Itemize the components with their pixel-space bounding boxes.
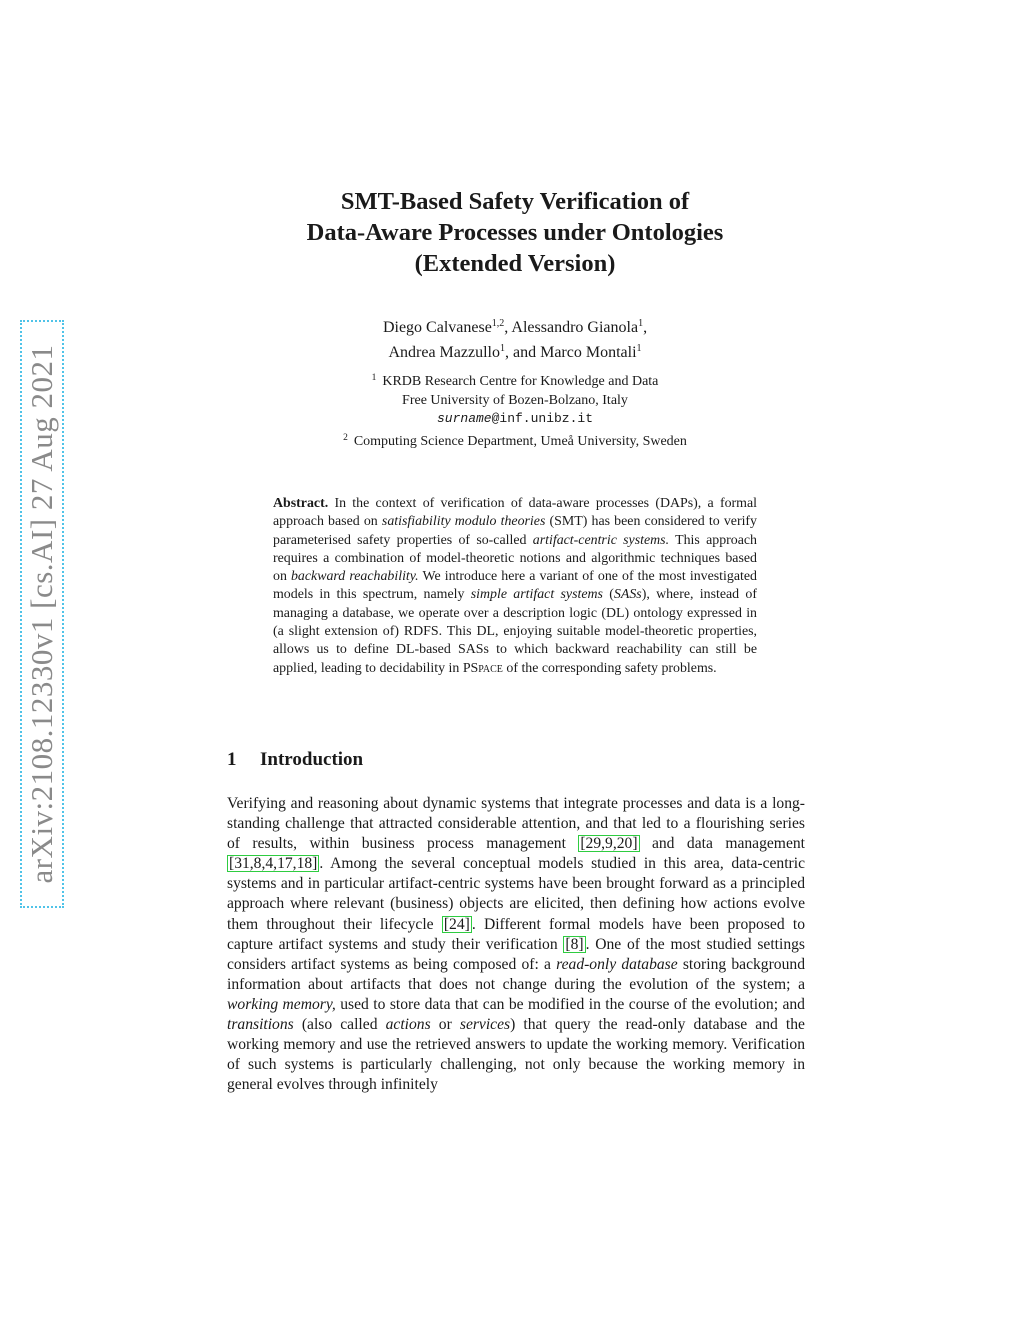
intro-paragraph: Verifying and reasoning about dynamic systems that integrate processes and data is a long-standing challenge that attracted considerable attention, and that led to a flourishing series of results, within business process management [29,9,20] and data management [31,8,4,17,18] . Among the several conceptual models studied in this area, data-centric systems and in particular artifact-centric systems have been brought forward as a principled approach where relevant (business) objects are elicited, then defining how actions evolve them throughout their lifecycle [24] . Different formal models have been proposed to capture artifact systems and study their verification [8] . One of the most studied settings considers artifact systems as being composed of: a read-only database storing background information about artifacts that does not change during the evolution of the system; a working memory, used to store data that can be modified in the course of the evolution; and transitions (also called actions or services) that query the read-only database and the working memory and use the retrieved answers to update the working memory. Verification of such systems is particularly challenging, not only because the working memory in general evolves through infinitely <box>227 795 805 1094</box>
author-affil-mark: 1 <box>499 343 505 354</box>
citation-link[interactable]: [29,9,20] <box>580 835 638 853</box>
author-name: Diego Calvanese <box>382 319 492 336</box>
section-heading <box>227 749 363 771</box>
affiliation-line: Computing Science Department, Umeå University, Sweden <box>353 433 687 449</box>
affil-mark: 1 <box>371 373 377 383</box>
arxiv-stamp <box>20 320 64 908</box>
affil-mark: 2 <box>343 432 348 443</box>
author-list: Diego Calvanese$^{1,2}$, Alessandro Gianola$^1$, Andrea Mazzullo$^1$, and Marco Montali$^1$ <box>382 318 648 361</box>
author-affil-mark: 1 <box>636 343 642 354</box>
title-line-1: SMT-Based Safety Verification of <box>340 188 690 215</box>
email-domain: @inf.unibz.it <box>491 411 594 426</box>
title-line-2: Data-Aware Processes under Ontologies <box>306 219 724 246</box>
author-email[interactable] <box>200 410 830 429</box>
affiliations <box>200 369 830 451</box>
author-affil-mark: 1 <box>638 318 644 329</box>
affiliation-line: Free University of Bozen-Bolzano, Italy <box>402 392 628 408</box>
author-name: Alessandro Gianola <box>511 319 639 336</box>
section-title: Introduction <box>260 749 364 770</box>
affiliation-line: KRDB Research Centre for Knowledge and Data <box>382 374 659 389</box>
abstract: Abstract. In the context of verification of data-aware processes (DAPs), a formal approach based on satisfiability modulo theories (SMT) has been considered to verify parameterised safety properties of so-called artifact-centric systems. This approach requires a combination of model-theoretic notions and algorithmic techniques based on backward reachability. We introduce here a variant of one of the most investigated models in this spectrum, namely simple artifact systems (SASs), where, instead of managing a database, we operate over a description logic (DL) ontology expressed in (a slight extension of) RDFS. This DL, enjoying suitable model-theoretic properties, allows us to define DL-based SASs to which backward reachability can still be applied, leading to decidability in PSpace of the corresponding safety problems. <box>273 496 758 676</box>
section-number: 1 <box>227 749 237 770</box>
paper-title <box>200 186 830 279</box>
title-line-3: (Extended Version) <box>414 250 616 277</box>
author-affil-mark: 1,2 <box>491 318 505 329</box>
citation-link[interactable]: [31,8,4,17,18] <box>229 855 318 873</box>
author-name: and Marco Montali <box>512 344 637 361</box>
email-user: surname <box>436 411 492 426</box>
author-name: Andrea Mazzullo <box>388 344 500 361</box>
citation-link[interactable]: [8] <box>565 935 584 953</box>
arxiv-identifier: arXiv:2108.12330v1 [cs.AI] 27 Aug 2021 <box>24 344 59 884</box>
citation-link[interactable]: [24] <box>443 915 470 933</box>
abstract-label: Abstract. <box>273 496 329 511</box>
